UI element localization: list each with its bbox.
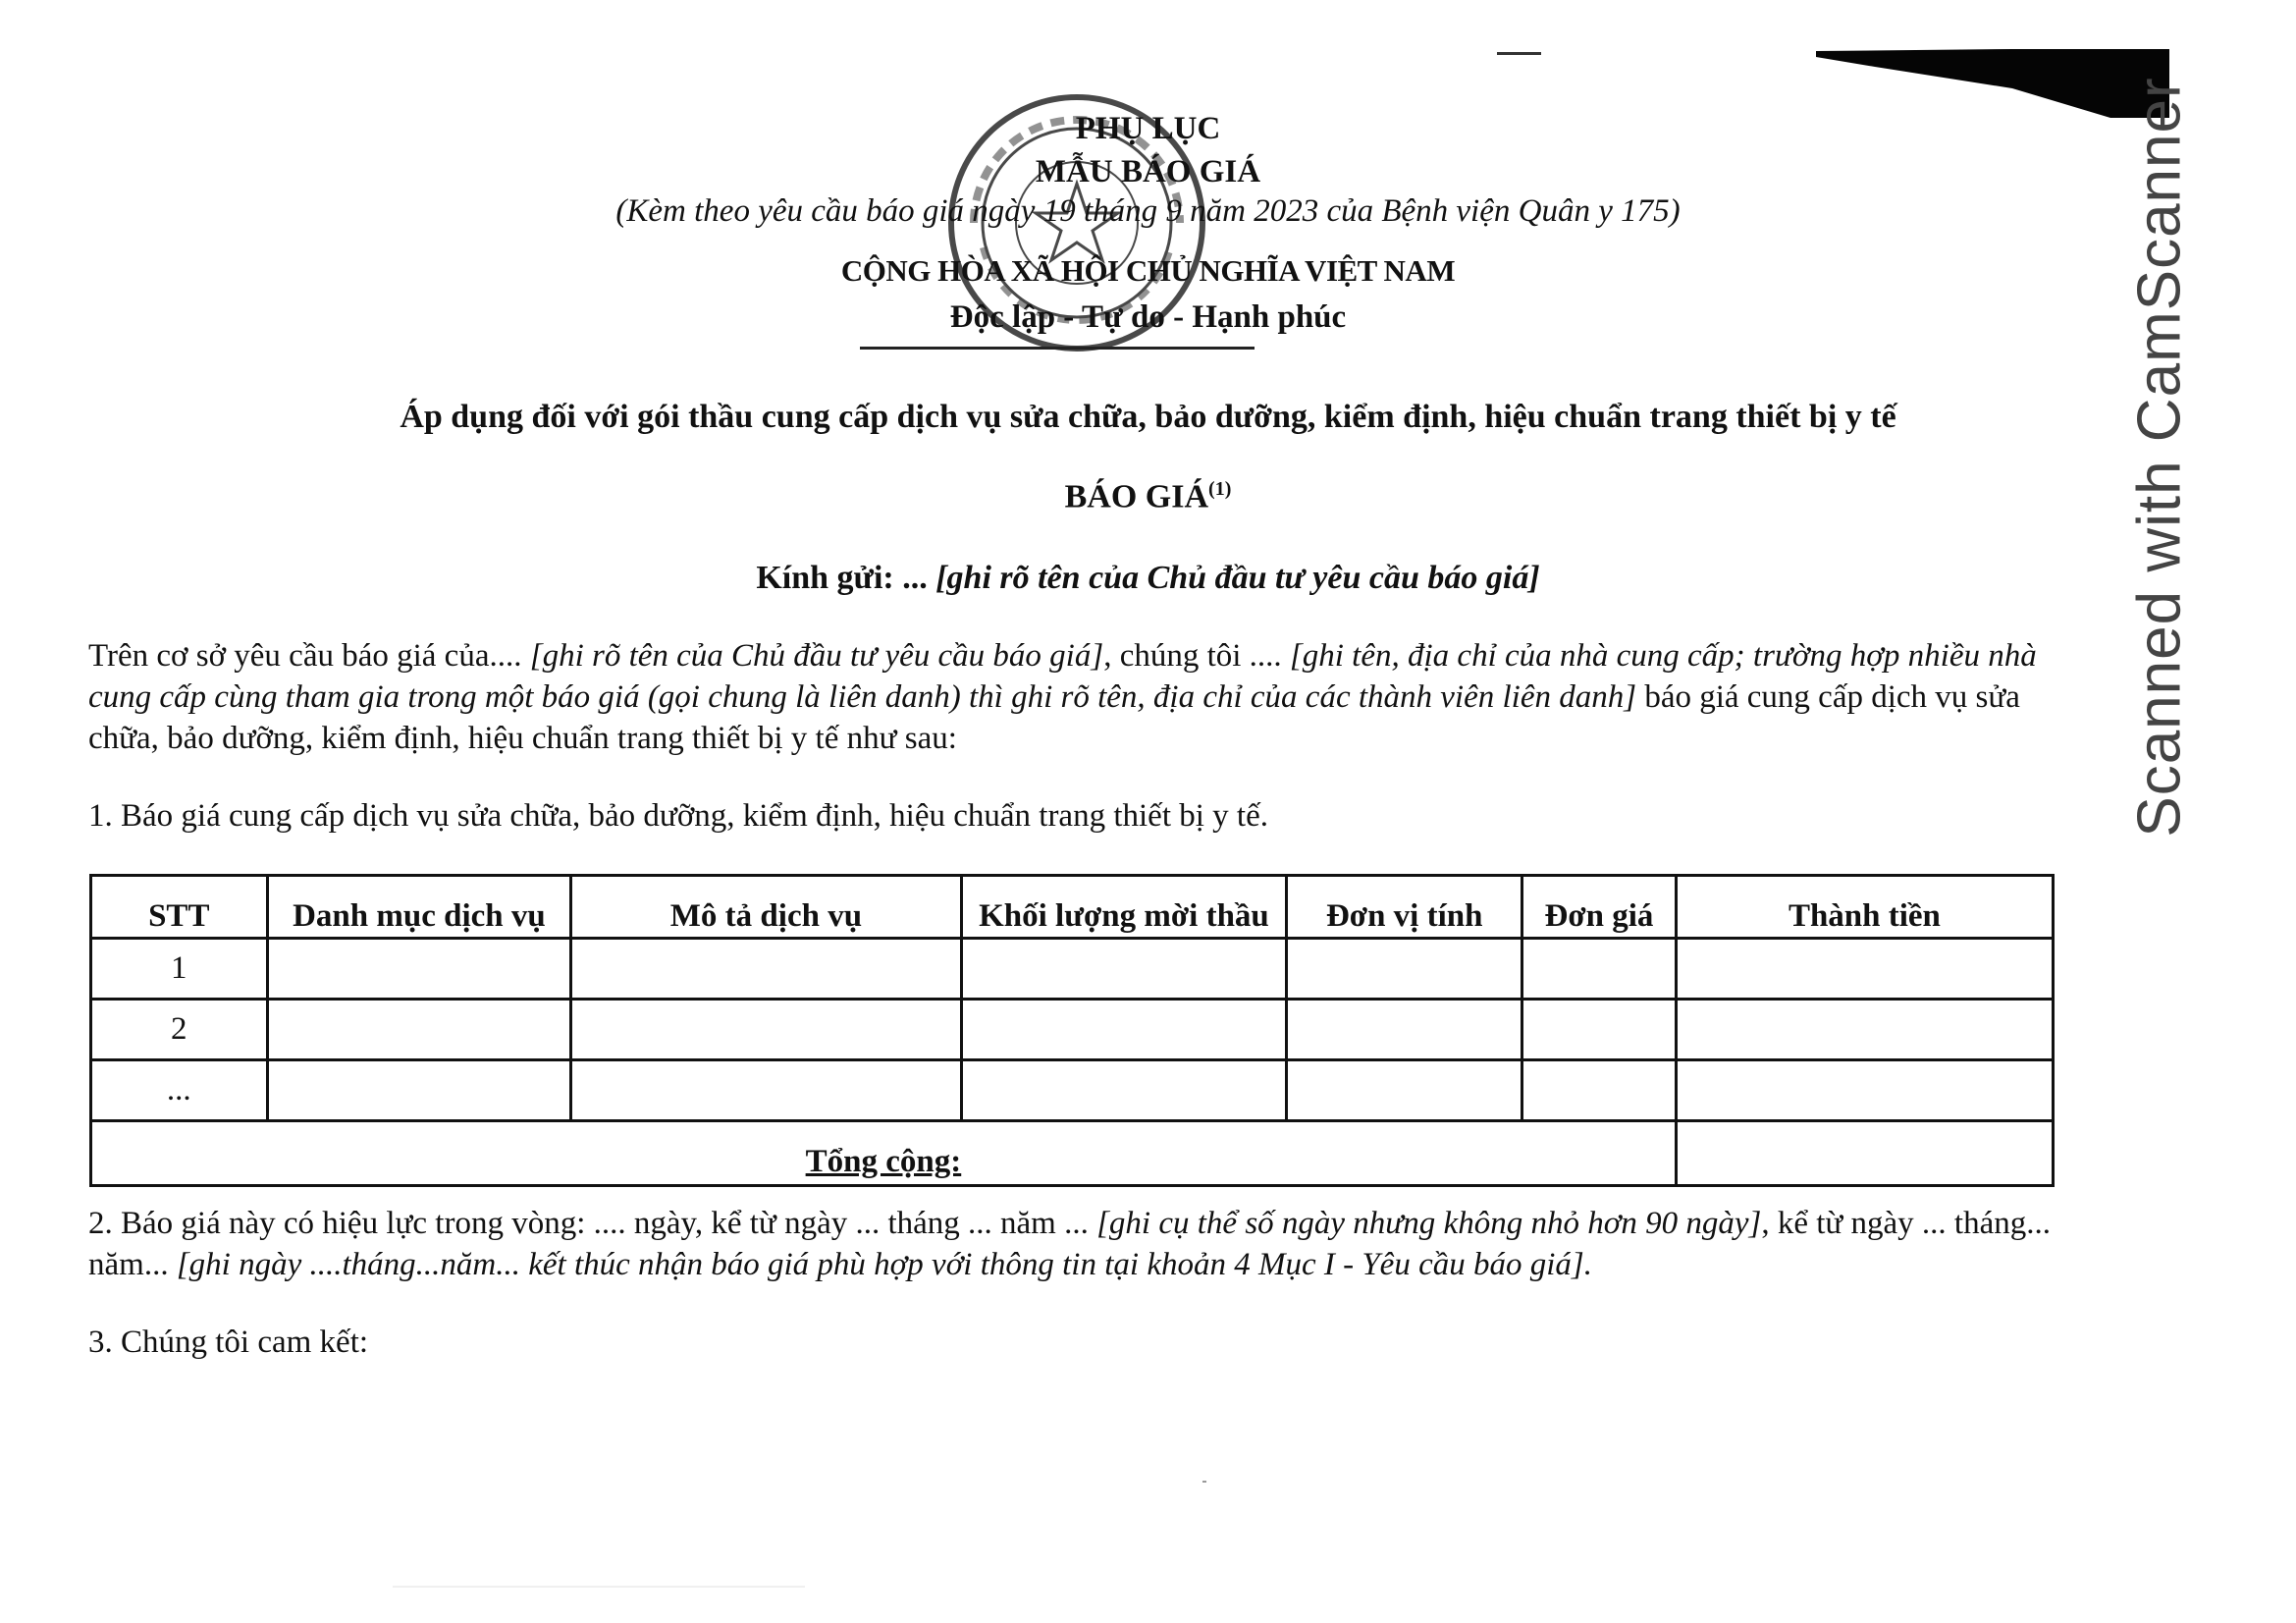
section-1: 1. Báo giá cung cấp dịch vụ sửa chữa, bảo dưỡng, kiểm định, hiệu chuẩn trang thiết bị y tế.: [88, 798, 1268, 834]
validity-placeholder-1: [ghi cụ thể số ngày nhưng không nhỏ hơn 90 ngày]: [1096, 1206, 1762, 1241]
table-cell: [1676, 939, 2053, 1000]
form-title: MẪU BÁO GIÁ: [1035, 154, 1261, 189]
table-cell: [1522, 1000, 1677, 1060]
table-cell: [1676, 1060, 2053, 1121]
table-cell: [571, 939, 961, 1000]
total-label: Tổng cộng:: [91, 1121, 1677, 1186]
table-cell: [1287, 939, 1522, 1000]
intro-text-1: Trên cơ sở yêu cầu báo giá của....: [88, 638, 530, 674]
table-cell: [1287, 1060, 1522, 1121]
country-name: CỘNG HÒA XÃ HỘI CHỦ NGHĨA VIỆT NAM: [840, 253, 1456, 288]
scan-speck: [393, 1586, 805, 1588]
table-cell: [961, 1060, 1287, 1121]
row-number: 2: [91, 1000, 268, 1060]
table-cell: [1522, 1060, 1677, 1121]
validity-text-2: , kể từ ngày ... tháng... năm...: [88, 1206, 2051, 1282]
table-cell: [961, 939, 1287, 1000]
motto-underline: [860, 347, 1255, 350]
table-cell: [267, 1000, 571, 1060]
scan-corner-shadow: [1816, 49, 2169, 118]
quote-table: [89, 874, 2055, 1187]
national-motto: Độc lập - Tự do - Hạnh phúc: [949, 299, 1347, 335]
section-2: [88, 1203, 2061, 1285]
total-amount-cell: [1676, 1121, 2053, 1186]
table-cell: [267, 1060, 571, 1121]
applies-to-heading: Áp dụng đối với gói thầu cung cấp dịch vụ sửa chữa, bảo dưỡng, kiểm định, hiệu chuẩn trang thiết bị y tế: [400, 399, 1896, 435]
row-number: ...: [91, 1060, 268, 1121]
col-header-service-description: Mô tả dịch vụ: [571, 876, 961, 939]
table-row: [91, 1060, 2054, 1121]
intro-text-3: báo giá cung cấp dịch vụ sửa chữa, bảo dưỡng, kiểm định, hiệu chuẩn trang thiết bị y tế như sau:: [88, 679, 2020, 756]
col-header-service-list: Danh mục dịch vụ: [267, 876, 571, 939]
validity-text-1: 2. Báo giá này có hiệu lực trong vòng: .... ngày, kể từ ngày ... tháng ... năm ...: [88, 1206, 1097, 1241]
scan-mark: [1497, 52, 1541, 55]
table-header-row: [91, 876, 2054, 939]
table-cell: [961, 1000, 1287, 1060]
attached-note: (Kèm theo yêu cầu báo giá ngày 19 tháng 9 năm 2023 của Bệnh viện Quân y 175): [615, 193, 1681, 229]
quote-title: [0, 478, 2296, 515]
intro-placeholder-1: [ghi rõ tên của Chủ đầu tư yêu cầu báo giá]: [529, 638, 1104, 674]
quote-title-footnote: (1): [1208, 478, 1232, 500]
row-number: 1: [91, 939, 268, 1000]
table-row: [91, 939, 2054, 1000]
col-header-stt: STT: [91, 876, 268, 939]
recipient-line: [0, 560, 2296, 597]
table-cell: [1676, 1000, 2053, 1060]
appendix-heading: PHỤ LỤC: [1075, 111, 1221, 146]
col-header-unit-price: Đơn giá: [1522, 876, 1677, 939]
table-total-row: [91, 1121, 2054, 1186]
intro-placeholder-2: [ghi tên, địa chỉ của nhà cung cấp; trường hợp nhiều nhà cung cấp cùng tham gia trong một báo giá (gọi chung là liên danh) thì ghi rõ tên, địa chỉ của các thành viên liên danh]: [88, 638, 2037, 715]
table-cell: [571, 1060, 961, 1121]
recipient-label: Kính gửi: ...: [756, 560, 928, 596]
table-cell: [1522, 939, 1677, 1000]
validity-placeholder-2: [ghi ngày ....tháng...năm... kết thúc nhận báo giá phù hợp với thông tin tại khoản 4 Mục I - Yêu cầu báo giá].: [176, 1247, 1592, 1282]
intro-text-2: , chúng tôi ....: [1103, 638, 1290, 674]
table-cell: [267, 939, 571, 1000]
col-header-quantity: Khối lượng mời thầu: [961, 876, 1287, 939]
quote-title-text: BÁO GIÁ: [1064, 478, 1209, 515]
col-header-amount: Thành tiền: [1676, 876, 2053, 939]
section-3: 3. Chúng tôi cam kết:: [88, 1325, 369, 1360]
table-row: [91, 1000, 2054, 1060]
col-header-unit: Đơn vị tính: [1287, 876, 1522, 939]
table-cell: [571, 1000, 961, 1060]
scan-speck: [1202, 1481, 1206, 1483]
camscanner-watermark: Scanned with CamScanner: [2125, 77, 2194, 838]
recipient-placeholder: [ghi rõ tên của Chủ đầu tư yêu cầu báo giá]: [927, 560, 1540, 596]
intro-paragraph: [88, 635, 2061, 759]
table-cell: [1287, 1000, 1522, 1060]
